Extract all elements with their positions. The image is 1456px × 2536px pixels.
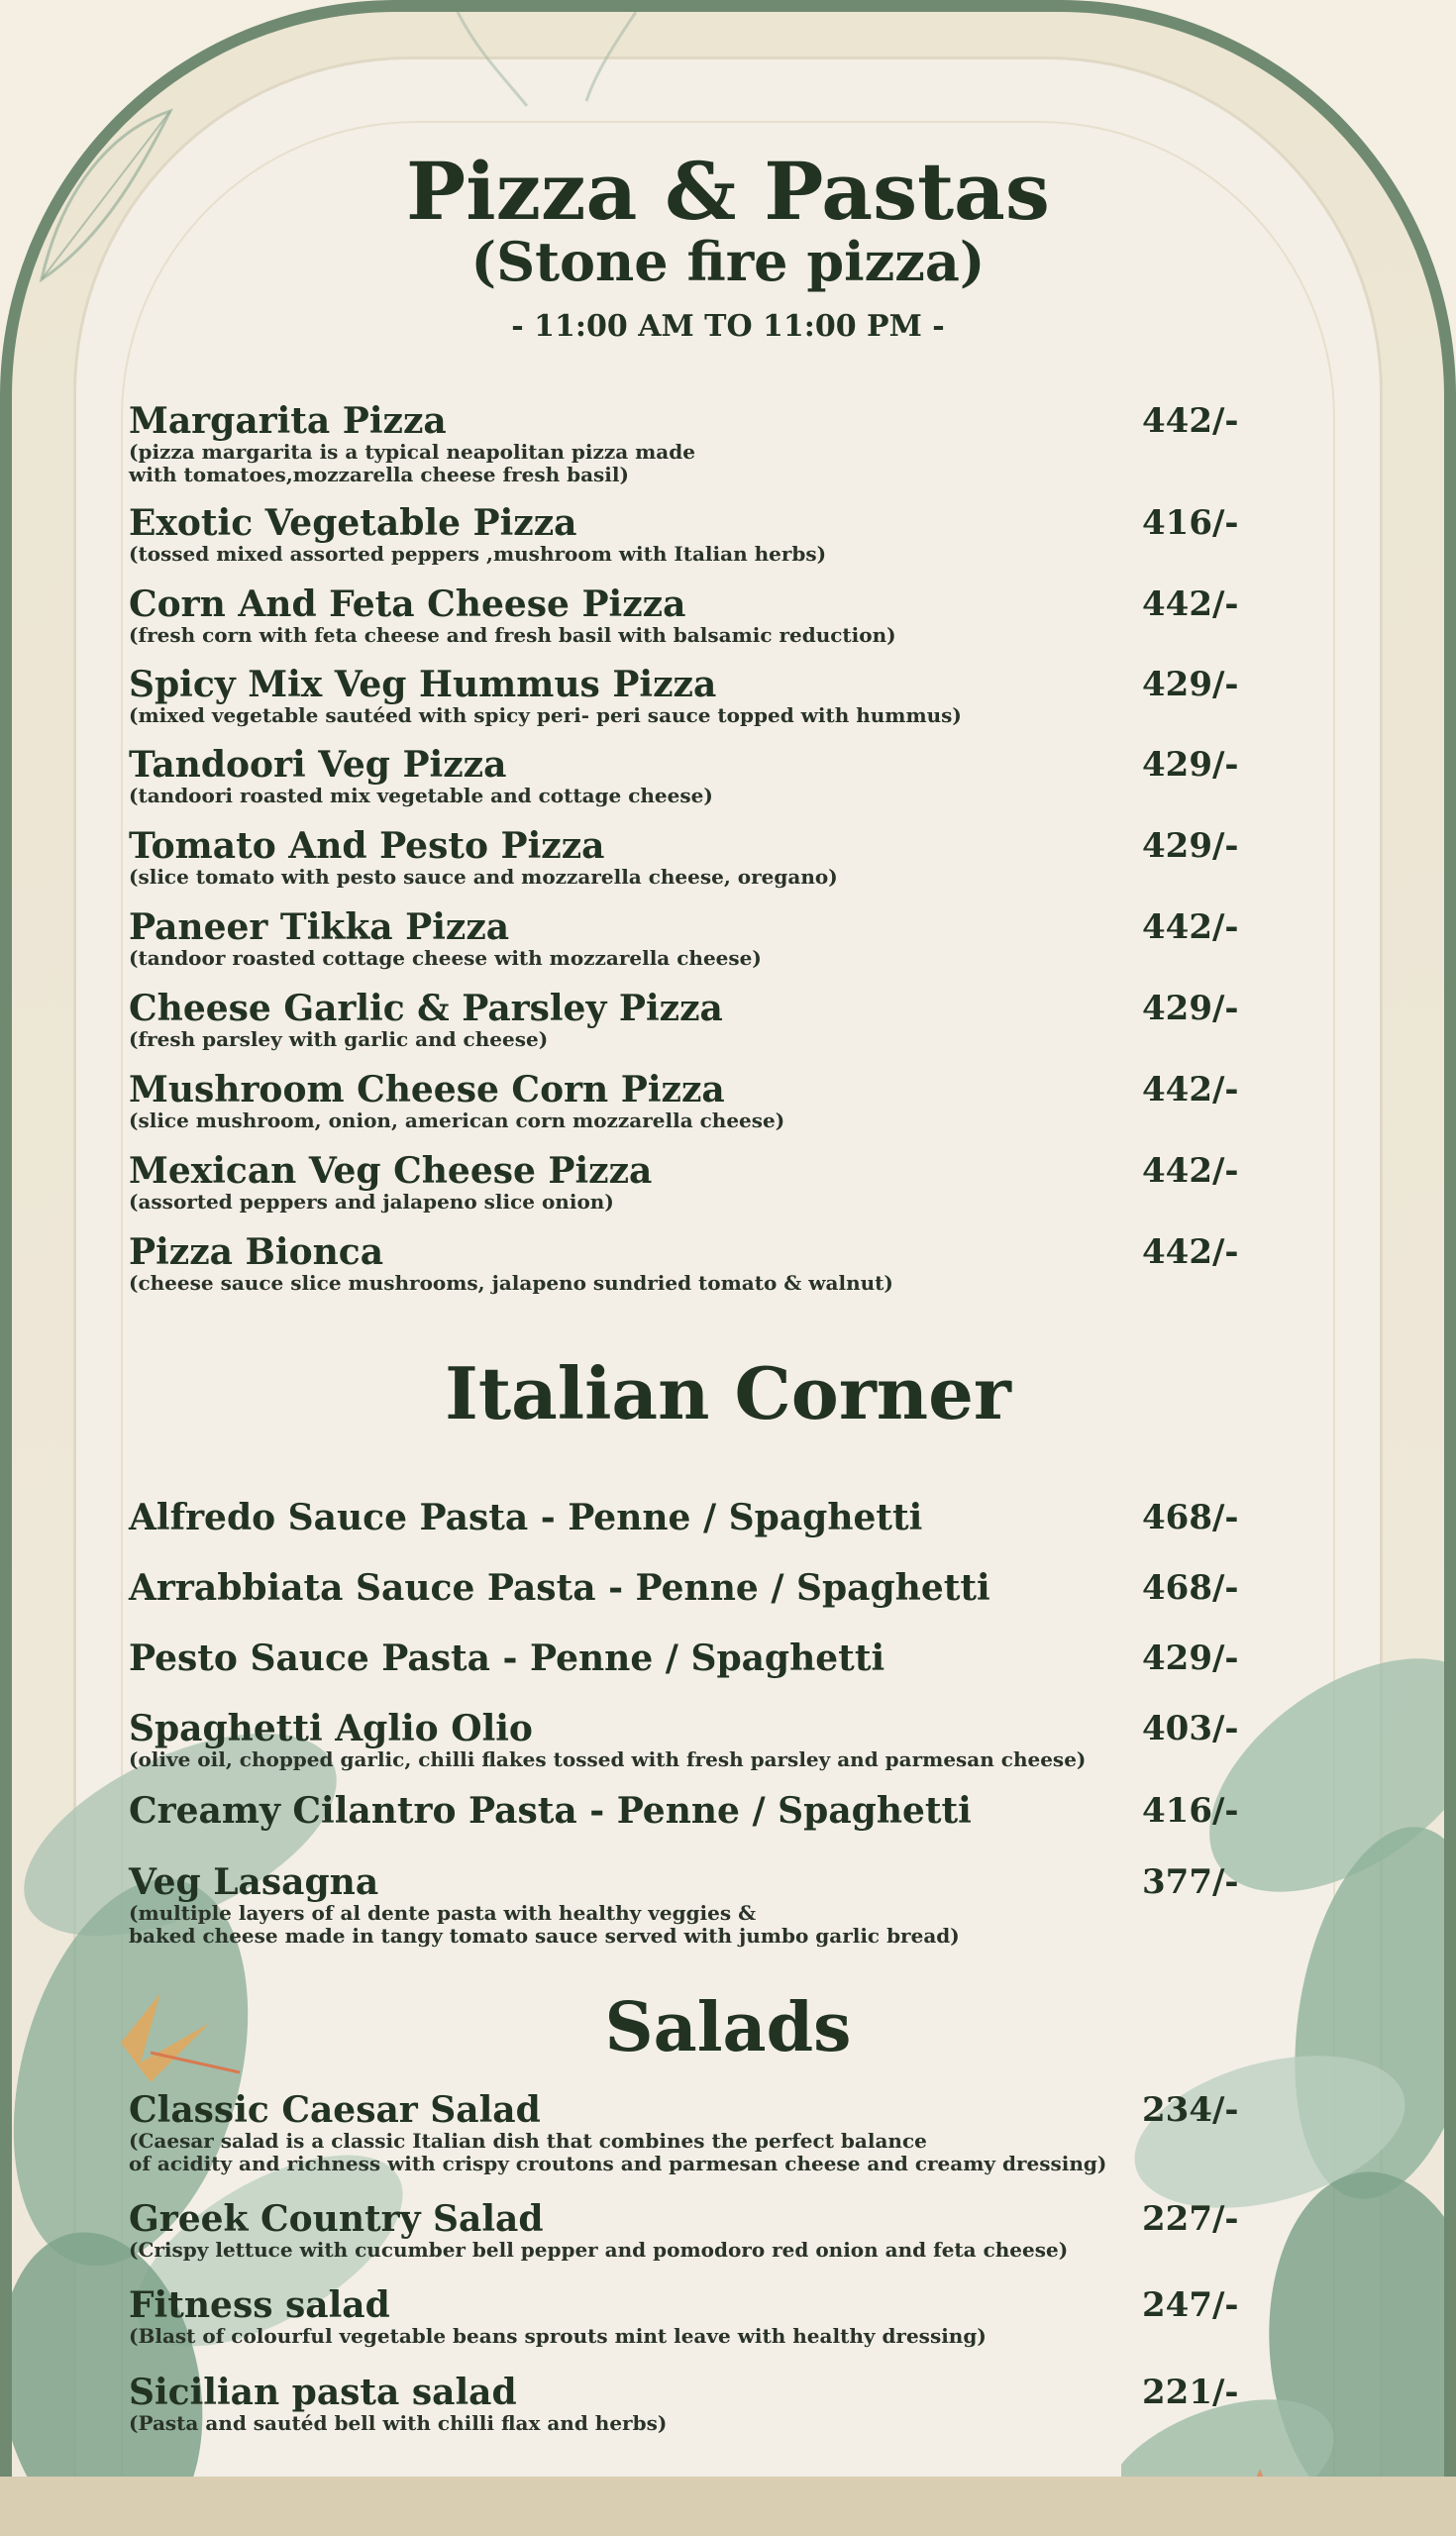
menu-item-price: 429/-: [1142, 1638, 1239, 1678]
menu-item-price: 403/-: [1142, 1709, 1239, 1748]
menu-item-name: Greek Country Salad: [129, 2198, 544, 2240]
menu-item-name: Arrabbiata Sauce Pasta - Penne / Spaghetti: [129, 1567, 990, 1609]
menu-item-name: Mexican Veg Cheese Pizza: [129, 1150, 653, 1192]
menu-item: [129, 2090, 1248, 2175]
menu-item-name: Classic Caesar Salad: [129, 2089, 541, 2131]
menu-item: [129, 826, 1248, 889]
menu-item: [129, 745, 1248, 807]
menu-item: [129, 2373, 1248, 2435]
menu-item-price: 377/-: [1142, 1862, 1239, 1902]
menu-item: [129, 1709, 1248, 1771]
menu-item-description: (Pasta and sautéd bell with chilli flax and herbs): [129, 2411, 668, 2435]
menu-item-price: 234/-: [1142, 2090, 1239, 2130]
menu-item-name: Tomato And Pesto Pizza: [129, 825, 605, 867]
menu-item: [129, 1070, 1248, 1132]
menu-item-price: 429/-: [1142, 745, 1239, 785]
menu-item-name: Mushroom Cheese Corn Pizza: [129, 1069, 725, 1110]
menu-item-name: Pizza Bionca: [129, 1231, 384, 1273]
menu-item-price: 429/-: [1142, 826, 1239, 866]
menu-item-name: Spaghetti Aglio Olio: [129, 1708, 533, 1749]
menu-item: [129, 1638, 1248, 1678]
menu-item-name: Paneer Tikka Pizza: [129, 906, 510, 948]
section-title-italian-corner: Italian Corner: [445, 1351, 1011, 1435]
menu-item-price: 442/-: [1142, 1232, 1239, 1272]
menu-item-description: (slice mushroom, onion, american corn mozzarella cheese): [129, 1109, 785, 1132]
menu-item-price: 442/-: [1142, 1070, 1239, 1110]
menu-item: [129, 989, 1248, 1051]
menu-item-price: 442/-: [1142, 907, 1239, 947]
menu-item-description: (cheese sauce slice mushrooms, jalapeno sundried tomato & walnut): [129, 1271, 893, 1295]
menu-item-description: (tossed mixed assorted peppers ,mushroom with Italian herbs): [129, 542, 827, 566]
menu-item-description: (assorted peppers and jalapeno slice onion): [129, 1190, 614, 1214]
menu-item-description: (slice tomato with pesto sauce and mozzarella cheese, oregano): [129, 865, 838, 889]
menu-item: [129, 665, 1248, 727]
menu-item-name: Creamy Cilantro Pasta - Penne / Spaghetti: [129, 1790, 972, 1832]
menu-item-price: 442/-: [1142, 401, 1239, 441]
menu-item-description: (tandoori roasted mix vegetable and cottage cheese): [129, 784, 713, 807]
menu-item-description: (Caesar salad is a classic Italian dish that combines the perfect balance of acidity and richness with crispy croutons and parmesan cheese and creamy dressing): [129, 2129, 1107, 2175]
menu-item: [129, 1232, 1248, 1295]
menu-item-price: 247/-: [1142, 2285, 1239, 2325]
page-title: Pizza & Pastas: [406, 145, 1050, 238]
menu-item-name: Alfredo Sauce Pasta - Penne / Spaghetti: [129, 1497, 923, 1538]
menu-item-name: Veg Lasagna: [129, 1861, 379, 1903]
menu-item-name: Margarita Pizza: [129, 400, 447, 442]
menu-item-description: (pizza margarita is a typical neapolitan pizza made with tomatoes,mozzarella cheese fresh basil): [129, 440, 695, 486]
menu-item-name: Fitness salad: [129, 2284, 390, 2326]
menu-item-description: (olive oil, chopped garlic, chilli flakes tossed with fresh parsley and parmesan cheese): [129, 1747, 1087, 1771]
menu-item-name: Sicilian pasta salad: [129, 2372, 517, 2413]
menu-item: [129, 1151, 1248, 1214]
menu-item-description: (Blast of colourful vegetable beans sprouts mint leave with healthy dressing): [129, 2324, 987, 2348]
menu-item: [129, 1568, 1248, 1608]
menu-item-price: 221/-: [1142, 2373, 1239, 2412]
menu-item-description: (multiple layers of al dente pasta with healthy veggies & baked cheese made in tangy tomato sauce served with jumbo garlic bread): [129, 1901, 960, 1948]
menu-item-price: 442/-: [1142, 584, 1239, 624]
menu-item-price: 429/-: [1142, 665, 1239, 704]
menu-item-name: Corn And Feta Cheese Pizza: [129, 583, 686, 625]
menu-item-name: Spicy Mix Veg Hummus Pizza: [129, 664, 717, 705]
menu-item-name: Cheese Garlic & Parsley Pizza: [129, 988, 723, 1029]
menu-item-price: 468/-: [1142, 1498, 1239, 1537]
menu-item: [129, 584, 1248, 647]
menu-item-description: (mixed vegetable sautéed with spicy peri- peri sauce topped with hummus): [129, 703, 962, 727]
menu-item-price: 416/-: [1142, 1791, 1239, 1831]
menu-item-description: (fresh parsley with garlic and cheese): [129, 1027, 549, 1051]
menu-item-name: Pesto Sauce Pasta - Penne / Spaghetti: [129, 1638, 885, 1679]
menu-item: [129, 503, 1248, 566]
menu-item: [129, 907, 1248, 970]
menu-item: [129, 2199, 1248, 2262]
service-hours: - 11:00 AM TO 11:00 PM -: [511, 309, 945, 344]
menu-item-price: 468/-: [1142, 1568, 1239, 1608]
menu-item-description: (tandoor roasted cottage cheese with mozzarella cheese): [129, 946, 762, 970]
menu-item-name: Tandoori Veg Pizza: [129, 744, 507, 786]
menu-item: [129, 1498, 1248, 1537]
menu-item-description: (fresh corn with feta cheese and fresh basil with balsamic reduction): [129, 623, 896, 647]
menu-item-description: (Crispy lettuce with cucumber bell pepper and pomodoro red onion and feta cheese): [129, 2238, 1069, 2262]
menu-item-name: Exotic Vegetable Pizza: [129, 502, 577, 544]
page-subtitle: (Stone fire pizza): [470, 230, 986, 293]
menu-item-price: 227/-: [1142, 2199, 1239, 2239]
menu-item: [129, 1791, 1248, 1831]
menu-item-price: 416/-: [1142, 503, 1239, 543]
section-title-salads: Salads: [604, 1988, 852, 2067]
menu-item: [129, 2285, 1248, 2348]
menu-item: [129, 401, 1248, 486]
menu-item-price: 429/-: [1142, 989, 1239, 1028]
menu-item-price: 442/-: [1142, 1151, 1239, 1191]
menu-item: [129, 1862, 1248, 1948]
